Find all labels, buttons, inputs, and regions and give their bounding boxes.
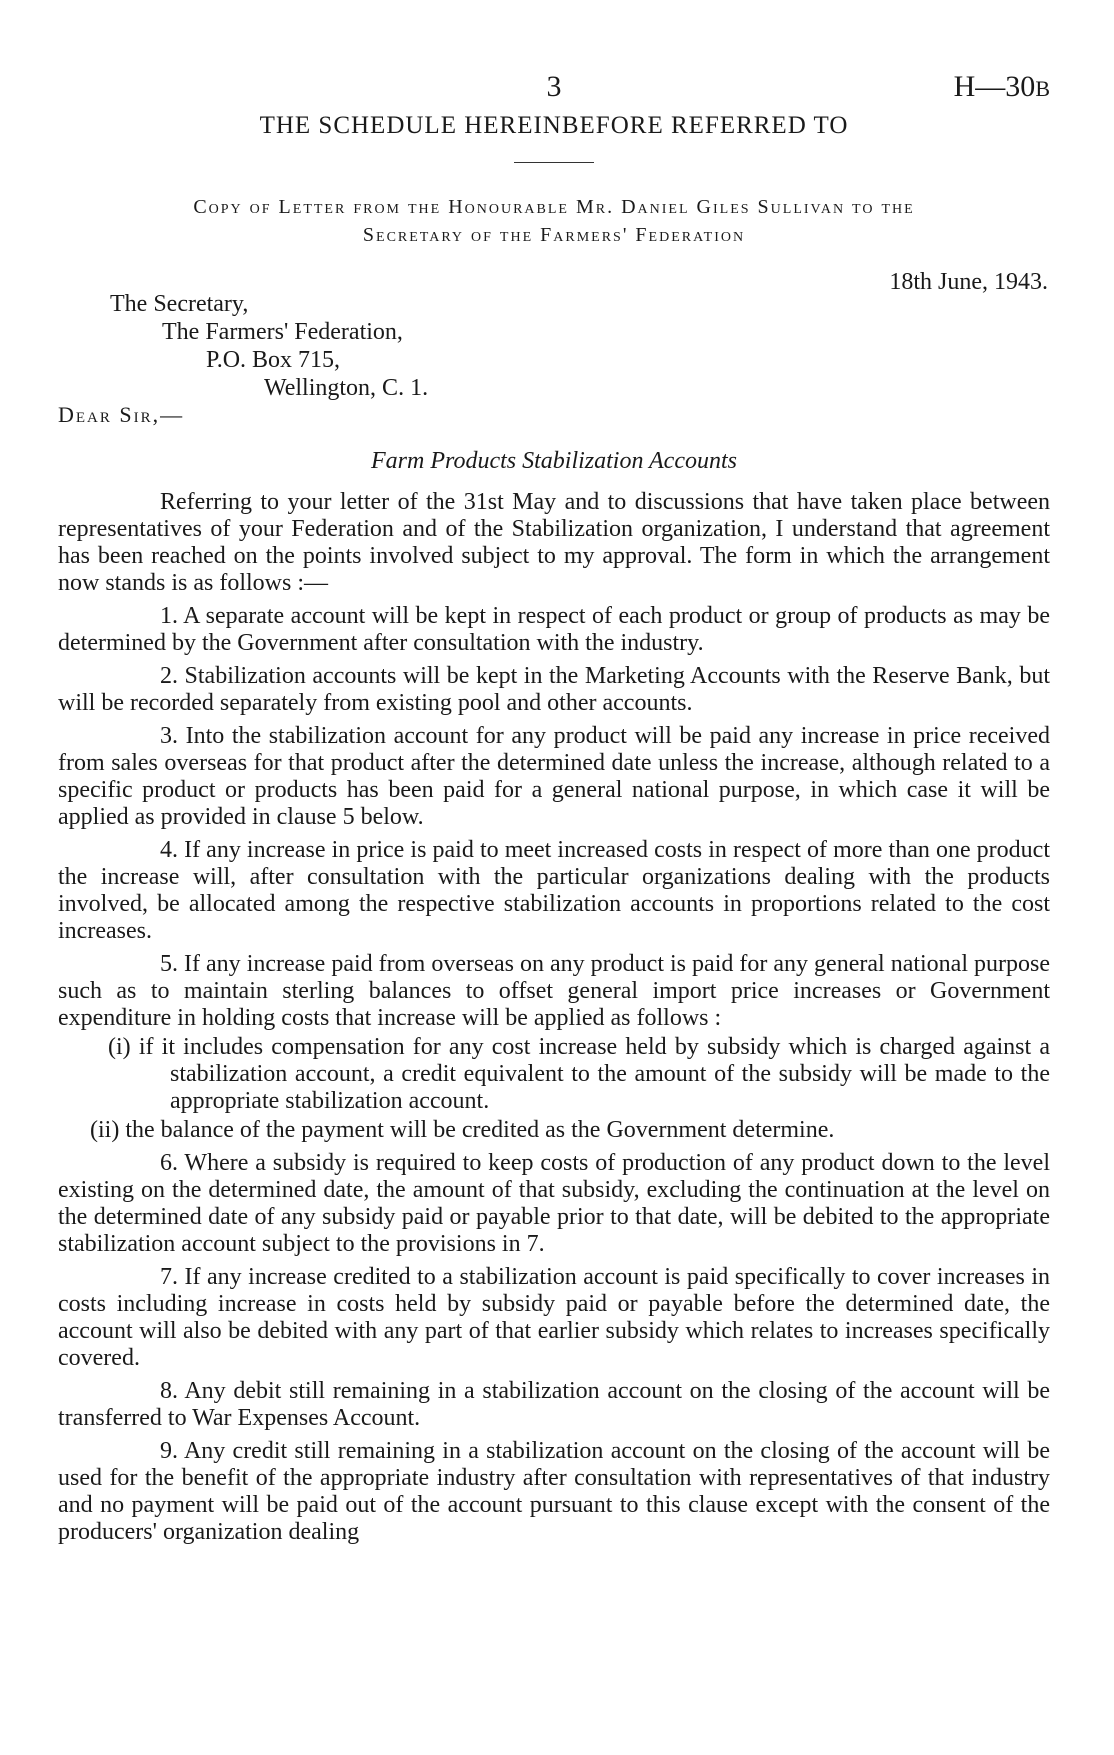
letter-subject: Farm Products Stabilization Accounts bbox=[371, 448, 737, 474]
document-page bbox=[58, 70, 1050, 1552]
document-reference bbox=[954, 70, 1050, 104]
address-line-4: Wellington, C. 1. bbox=[264, 375, 429, 401]
recipient-address bbox=[58, 290, 1050, 402]
letter-date: 18th June, 1943. bbox=[889, 269, 1048, 295]
document-reference-main: H—30 bbox=[953, 70, 1036, 103]
paragraph-7: 7. If any increase credited to a stabilization account is paid specifically to cover increases in costs including increase in costs held by subsidy paid or payable before the determined date, the account will also be debited with any part of that earlier subsidy which relates to increases specifically covered. bbox=[58, 1264, 1050, 1371]
paragraph-intro: Referring to your letter of the 31st May and to discussions that have taken place between representatives of your Federation and of the Stabilization organization, I understand that agreement has been reached on the points involved subject to my approval. The form in which the arrangement now stands is as follows :— bbox=[58, 489, 1050, 596]
paragraph-2: 2. Stabilization accounts will be kept in the Marketing Accounts with the Reserve Bank, but will be recorded separately from existing pool and other accounts. bbox=[58, 663, 1050, 716]
schedule-title: THE SCHEDULE HEREINBEFORE REFERRED TO bbox=[259, 112, 849, 139]
title-divider bbox=[514, 162, 594, 163]
paragraph-4: 4. If any increase in price is paid to meet increased costs in respect of more than one product the increase will, after consultation with the particular organizations dealing with the products involved, be allocated among the respective stabilization accounts in proportions related to the cost increases. bbox=[58, 837, 1050, 944]
address-line-1: The Secretary, bbox=[110, 291, 249, 317]
paragraph-5-item-ii: (ii) the balance of the payment will be credited as the Government determine. bbox=[90, 1117, 835, 1143]
paragraph-3: 3. Into the stabilization account for any product will be paid any increase in price received from sales overseas for that product after the determined date unless the increase, although related to a specific product or products has been paid for a general national purpose, in which case it will be applied as provided in clause 5 below. bbox=[58, 723, 1050, 830]
letter-heading-line-1: Copy of Letter from the Honourable Mr. Daniel Giles Sullivan to the bbox=[193, 196, 915, 218]
paragraph-6: 6. Where a subsidy is required to keep costs of production of any product down to the level existing on the determined date, the amount of that subsidy, excluding the continuation at the level on the determined date of any subsidy paid or payable prior to that date, will be debited to the appropriate stabilization account subject to the provisions in 7. bbox=[58, 1150, 1050, 1257]
page-header bbox=[58, 70, 1050, 110]
letter-heading bbox=[58, 193, 1050, 249]
paragraph-8: 8. Any debit still remaining in a stabilization account on the closing of the account will be transferred to War Expenses Account. bbox=[58, 1378, 1050, 1431]
paragraph-5: 5. If any increase paid from overseas on any product is paid for any general national purpose such as to maintain sterling balances to offset general import price increases or Government expenditure in holding costs that increase will be applied as follows : bbox=[58, 951, 1050, 1031]
address-line-3: P.O. Box 715, bbox=[206, 347, 341, 373]
page-number: 3 bbox=[546, 70, 562, 103]
letter-body bbox=[58, 489, 1050, 1546]
address-line-2: The Farmers' Federation, bbox=[162, 319, 403, 345]
document-reference-suffix: B bbox=[1035, 76, 1050, 101]
salutation: Dear Sir,— bbox=[58, 402, 185, 427]
paragraph-1: 1. A separate account will be kept in respect of each product or group of products as may be determined by the Government after consultation with the industry. bbox=[58, 603, 1050, 656]
paragraph-5-item-i: (i) if it includes compensation for any cost increase held by subsidy which is charged against a stabilization account, a credit equivalent to the amount of the subsidy will be made to the appropriate stabilization account. bbox=[108, 1034, 1050, 1114]
letter-heading-line-2: Secretary of the Farmers' Federation bbox=[362, 224, 746, 246]
paragraph-9: 9. Any credit still remaining in a stabilization account on the closing of the account will be used for the benefit of the appropriate industry after consultation with representatives of that industry and no payment will be paid out of the account pursuant to this clause except with the consent of the producers' organization dealing bbox=[58, 1438, 1050, 1545]
